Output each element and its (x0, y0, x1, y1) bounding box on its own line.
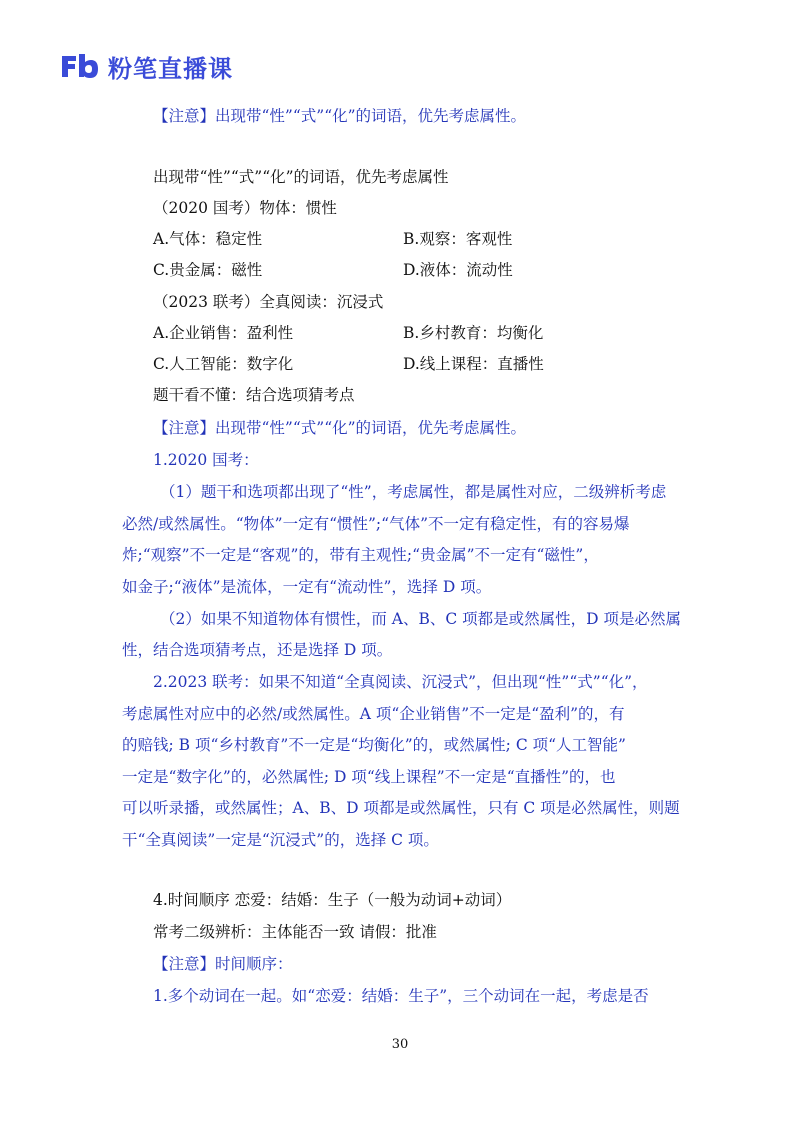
question-stem: （2023 联考）全真阅读：沉浸式 (153, 293, 384, 311)
option-row (153, 323, 693, 343)
explanation-line: 干“全真阅读”一定是“沉浸式”的，选择 C 项。 (122, 831, 439, 849)
note-line: 【注意】出现带“性”“式”“化”的词语，优先考虑属性。 (153, 107, 527, 125)
explanation-line: 1.多个动词在一起。如“恋爱：结婚：生子”，三个动词在一起，考虑是否 (153, 987, 649, 1005)
explanation-line: （1）题干和选项都出现了“性”，考虑属性，都是属性对应，二级辨析考虑 (160, 483, 667, 501)
option-b: B.观察：客观性 (403, 230, 513, 248)
explanation-line: （2）如果不知道物体有惯性，而 A、B、C 项都是或然属性，D 项是必然属 (160, 610, 682, 628)
note-line: 【注意】时间顺序： (153, 955, 293, 973)
explanation-line: 性，结合选项猜考点，还是选择 D 项。 (122, 641, 393, 659)
explanation-heading: 1.2020 国考： (153, 451, 259, 469)
section-heading: 4.时间顺序 恋爱：结婚：生子（一般为动词+动词） (153, 891, 512, 909)
explanation-line: 如金子;“液体”是流体，一定有“流动性”，选择 D 项。 (122, 578, 492, 596)
explanation-line: 考虑属性对应中的必然/或然属性。A 项“企业销售”不一定是“盈利”的，有 (122, 705, 625, 723)
option-row (153, 229, 693, 249)
question-stem: （2020 国考）物体：惯性 (153, 199, 337, 217)
explanation-line: 可以听录播，或然属性；A、B、D 项都是或然属性，只有 C 项是必然属性，则题 (122, 799, 680, 817)
explanation-line: 2.2023 联考：如果不知道“全真阅读、沉浸式”，但出现“性”“式”“化”， (153, 673, 648, 691)
explanation-line: 炸;“观察”不一定是“客观”的，带有主观性;“贵金属”不一定有“磁性”， (122, 546, 599, 564)
option-b: B.乡村教育：均衡化 (403, 324, 544, 342)
option-row (153, 354, 693, 374)
page-number: 30 (391, 1037, 409, 1052)
body-line: 常考二级辨析：主体能否一致 请假：批准 (153, 923, 437, 941)
brand-logo (60, 50, 233, 82)
option-a: A.企业销售：盈利性 (153, 324, 294, 342)
fenbi-logo-icon (60, 52, 100, 80)
explanation-line: 的赔钱; B 项“乡村教育”不一定是“均衡化”的，或然属性; C 项“人工智能” (122, 736, 626, 754)
body-line: 题干看不懂：结合选项猜考点 (153, 386, 355, 404)
explanation-line: 一定是“数字化”的，必然属性; D 项“线上课程”不一定是“直播性”的，也 (122, 768, 616, 786)
option-d: D.液体：流动性 (403, 261, 513, 279)
option-row (153, 260, 693, 280)
note-line: 【注意】出现带“性”“式”“化”的词语，优先考虑属性。 (153, 419, 527, 437)
option-c: C.人工智能：数字化 (153, 355, 294, 373)
brand-name: 粉笔直播课 (108, 54, 233, 83)
option-d: D.线上课程：直播性 (403, 355, 544, 373)
explanation-line: 必然/或然属性。“物体”一定有“惯性”;“气体”不一定有稳定性，有的容易爆 (122, 515, 630, 533)
option-a: A.气体：稳定性 (153, 230, 263, 248)
body-line: 出现带“性”“式”“化”的词语，优先考虑属性 (153, 168, 449, 186)
option-c: C.贵金属：磁性 (153, 261, 263, 279)
